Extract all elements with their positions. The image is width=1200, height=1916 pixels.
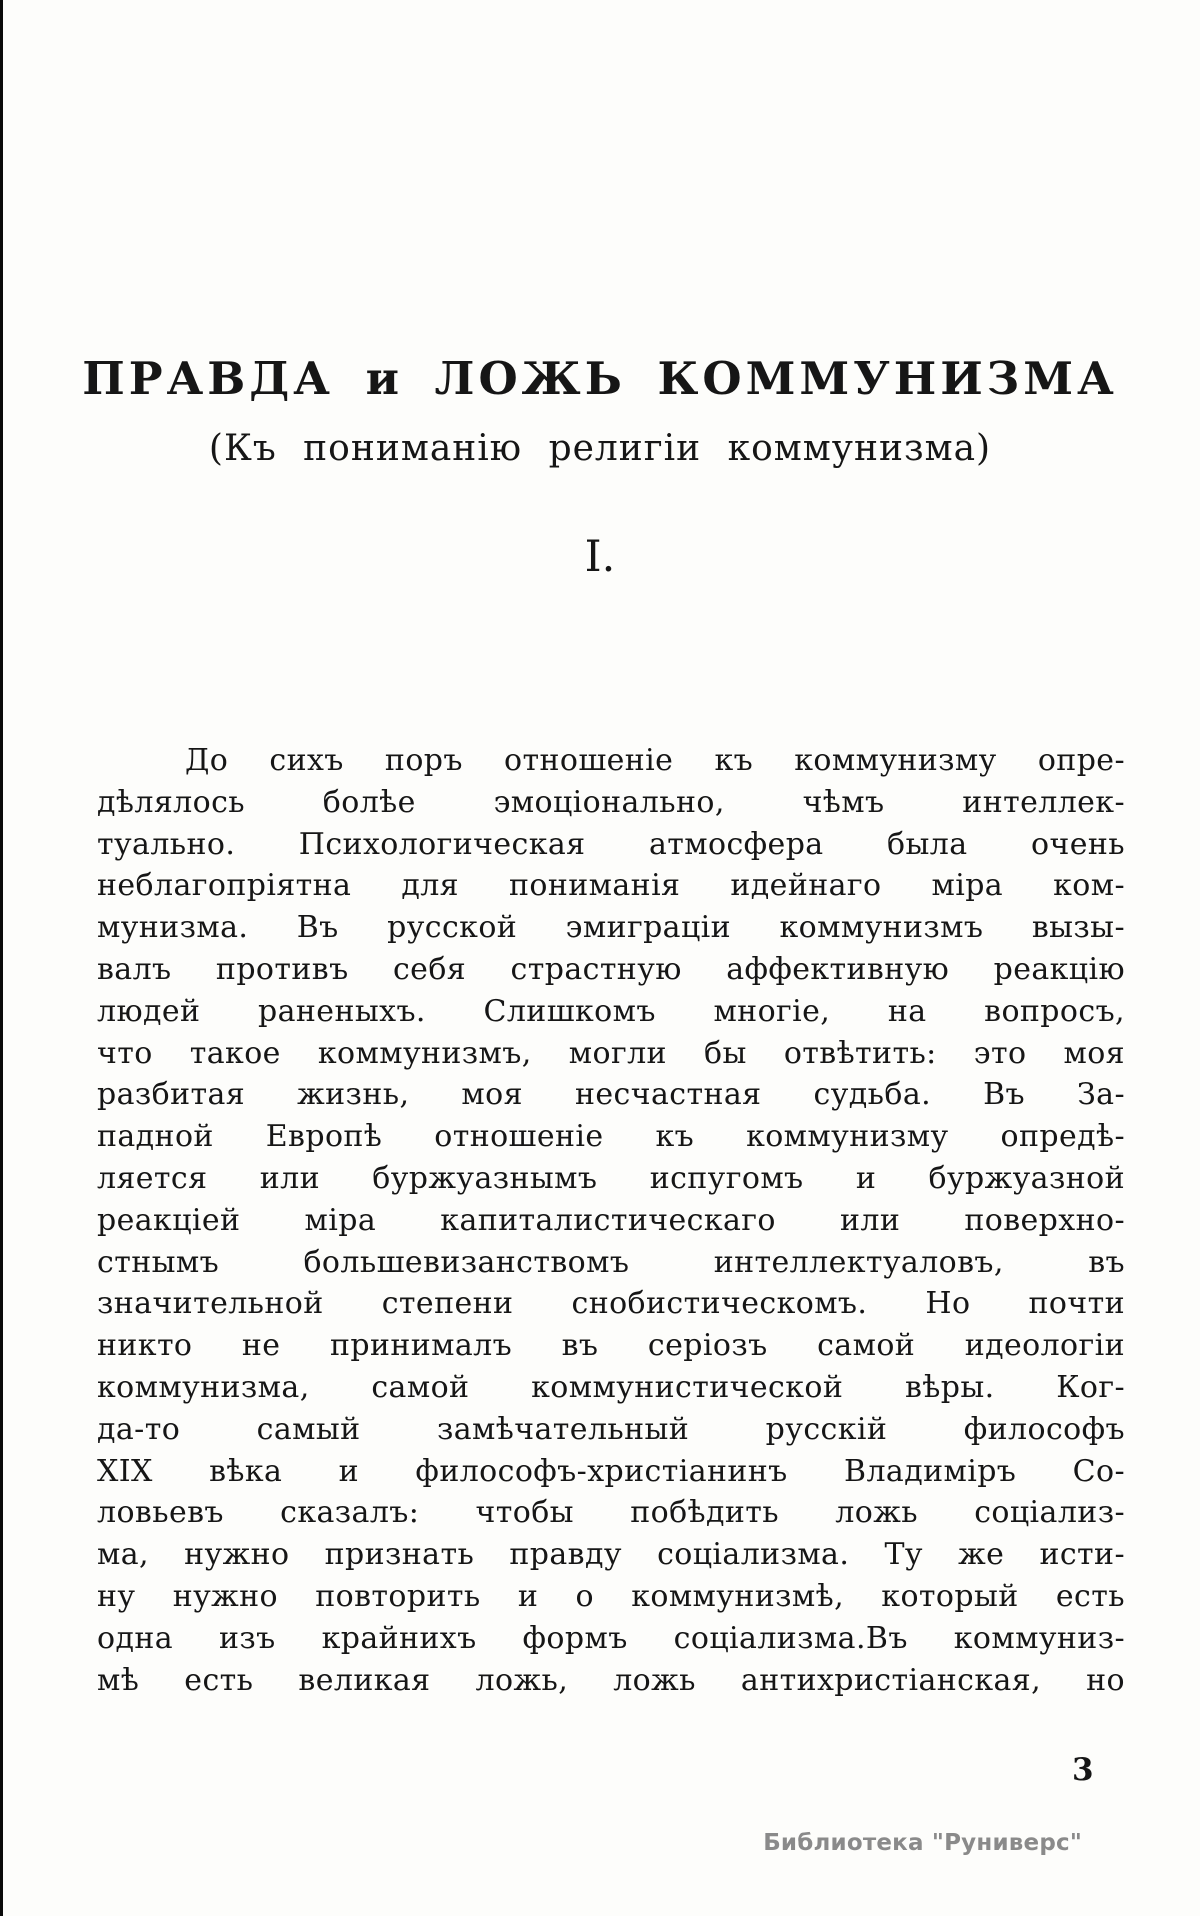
text-line: ма, нужно признать правду соціализма. Ту же исти- [97,1537,1125,1573]
text-line: валъ противъ себя страстную аффективную реакцію [97,951,1125,987]
text-line: стнымъ большевизанствомъ интеллектуаловъ, въ [97,1244,1125,1280]
text-line: реакціей міра капиталистическаго или поверхно- [97,1202,1125,1238]
text-line: ляется или буржуазнымъ испугомъ и буржуазной [97,1160,1125,1196]
text-line: ну нужно повторить и о коммунизмѣ, который есть [97,1578,1125,1614]
text-line: людей раненыхъ. Слишкомъ многіе, на вопросъ, [97,993,1125,1029]
text-line: туально. Психологическая атмосфера была очень [97,826,1125,862]
library-watermark: Библиотека "Руниверс" [763,1830,1082,1856]
page-subtitle: (Къ пониманію религіи коммунизма) [208,428,992,469]
text-line: мунизма. Въ русской эмиграціи коммунизмъ вызы- [97,910,1125,946]
section-numeral: I. [584,532,616,582]
text-line: ловьевъ сказалъ: чтобы побѣдить ложь соціализ- [97,1495,1125,1531]
text-line: значительной степени снобистическомъ. Но почти [97,1286,1125,1322]
page-title: ПРАВДА и ЛОЖЬ КОММУНИЗМА [82,352,1118,405]
text-line: До сихъ поръ отношеніе къ коммунизму опре- [185,743,1125,778]
text-line: коммунизма, самой коммунистической вѣры. Ког- [97,1369,1125,1405]
text-line: что такое коммунизмъ, могли бы отвѣтить: это моя [97,1035,1125,1071]
page-number: 3 [1072,1752,1094,1788]
text-line: никто не принималъ въ серіозъ самой идеологіи [97,1328,1125,1364]
text-line: XIX вѣка и философъ-христіанинъ Владиміръ Со- [97,1453,1125,1489]
scan-edge-line [0,0,3,1916]
text-line: падной Европѣ отношеніе къ коммунизму опредѣ- [97,1119,1125,1155]
text-line: дѣлялось болѣе эмоціонально, чѣмъ интеллек- [97,784,1125,820]
text-line: разбитая жизнь, моя несчастная судьба. Въ За- [97,1077,1125,1113]
text-line: одна изъ крайнихъ формъ соціализма.Въ коммуниз- [97,1620,1125,1656]
paragraph [97,740,1125,1701]
text-line: да-то самый замѣчательный русскій философъ [97,1411,1125,1447]
text-line: мѣ есть великая ложь, ложь антихристіанская, но [97,1662,1125,1698]
text-line: неблагопріятна для пониманія идейнаго міра ком- [97,868,1125,904]
